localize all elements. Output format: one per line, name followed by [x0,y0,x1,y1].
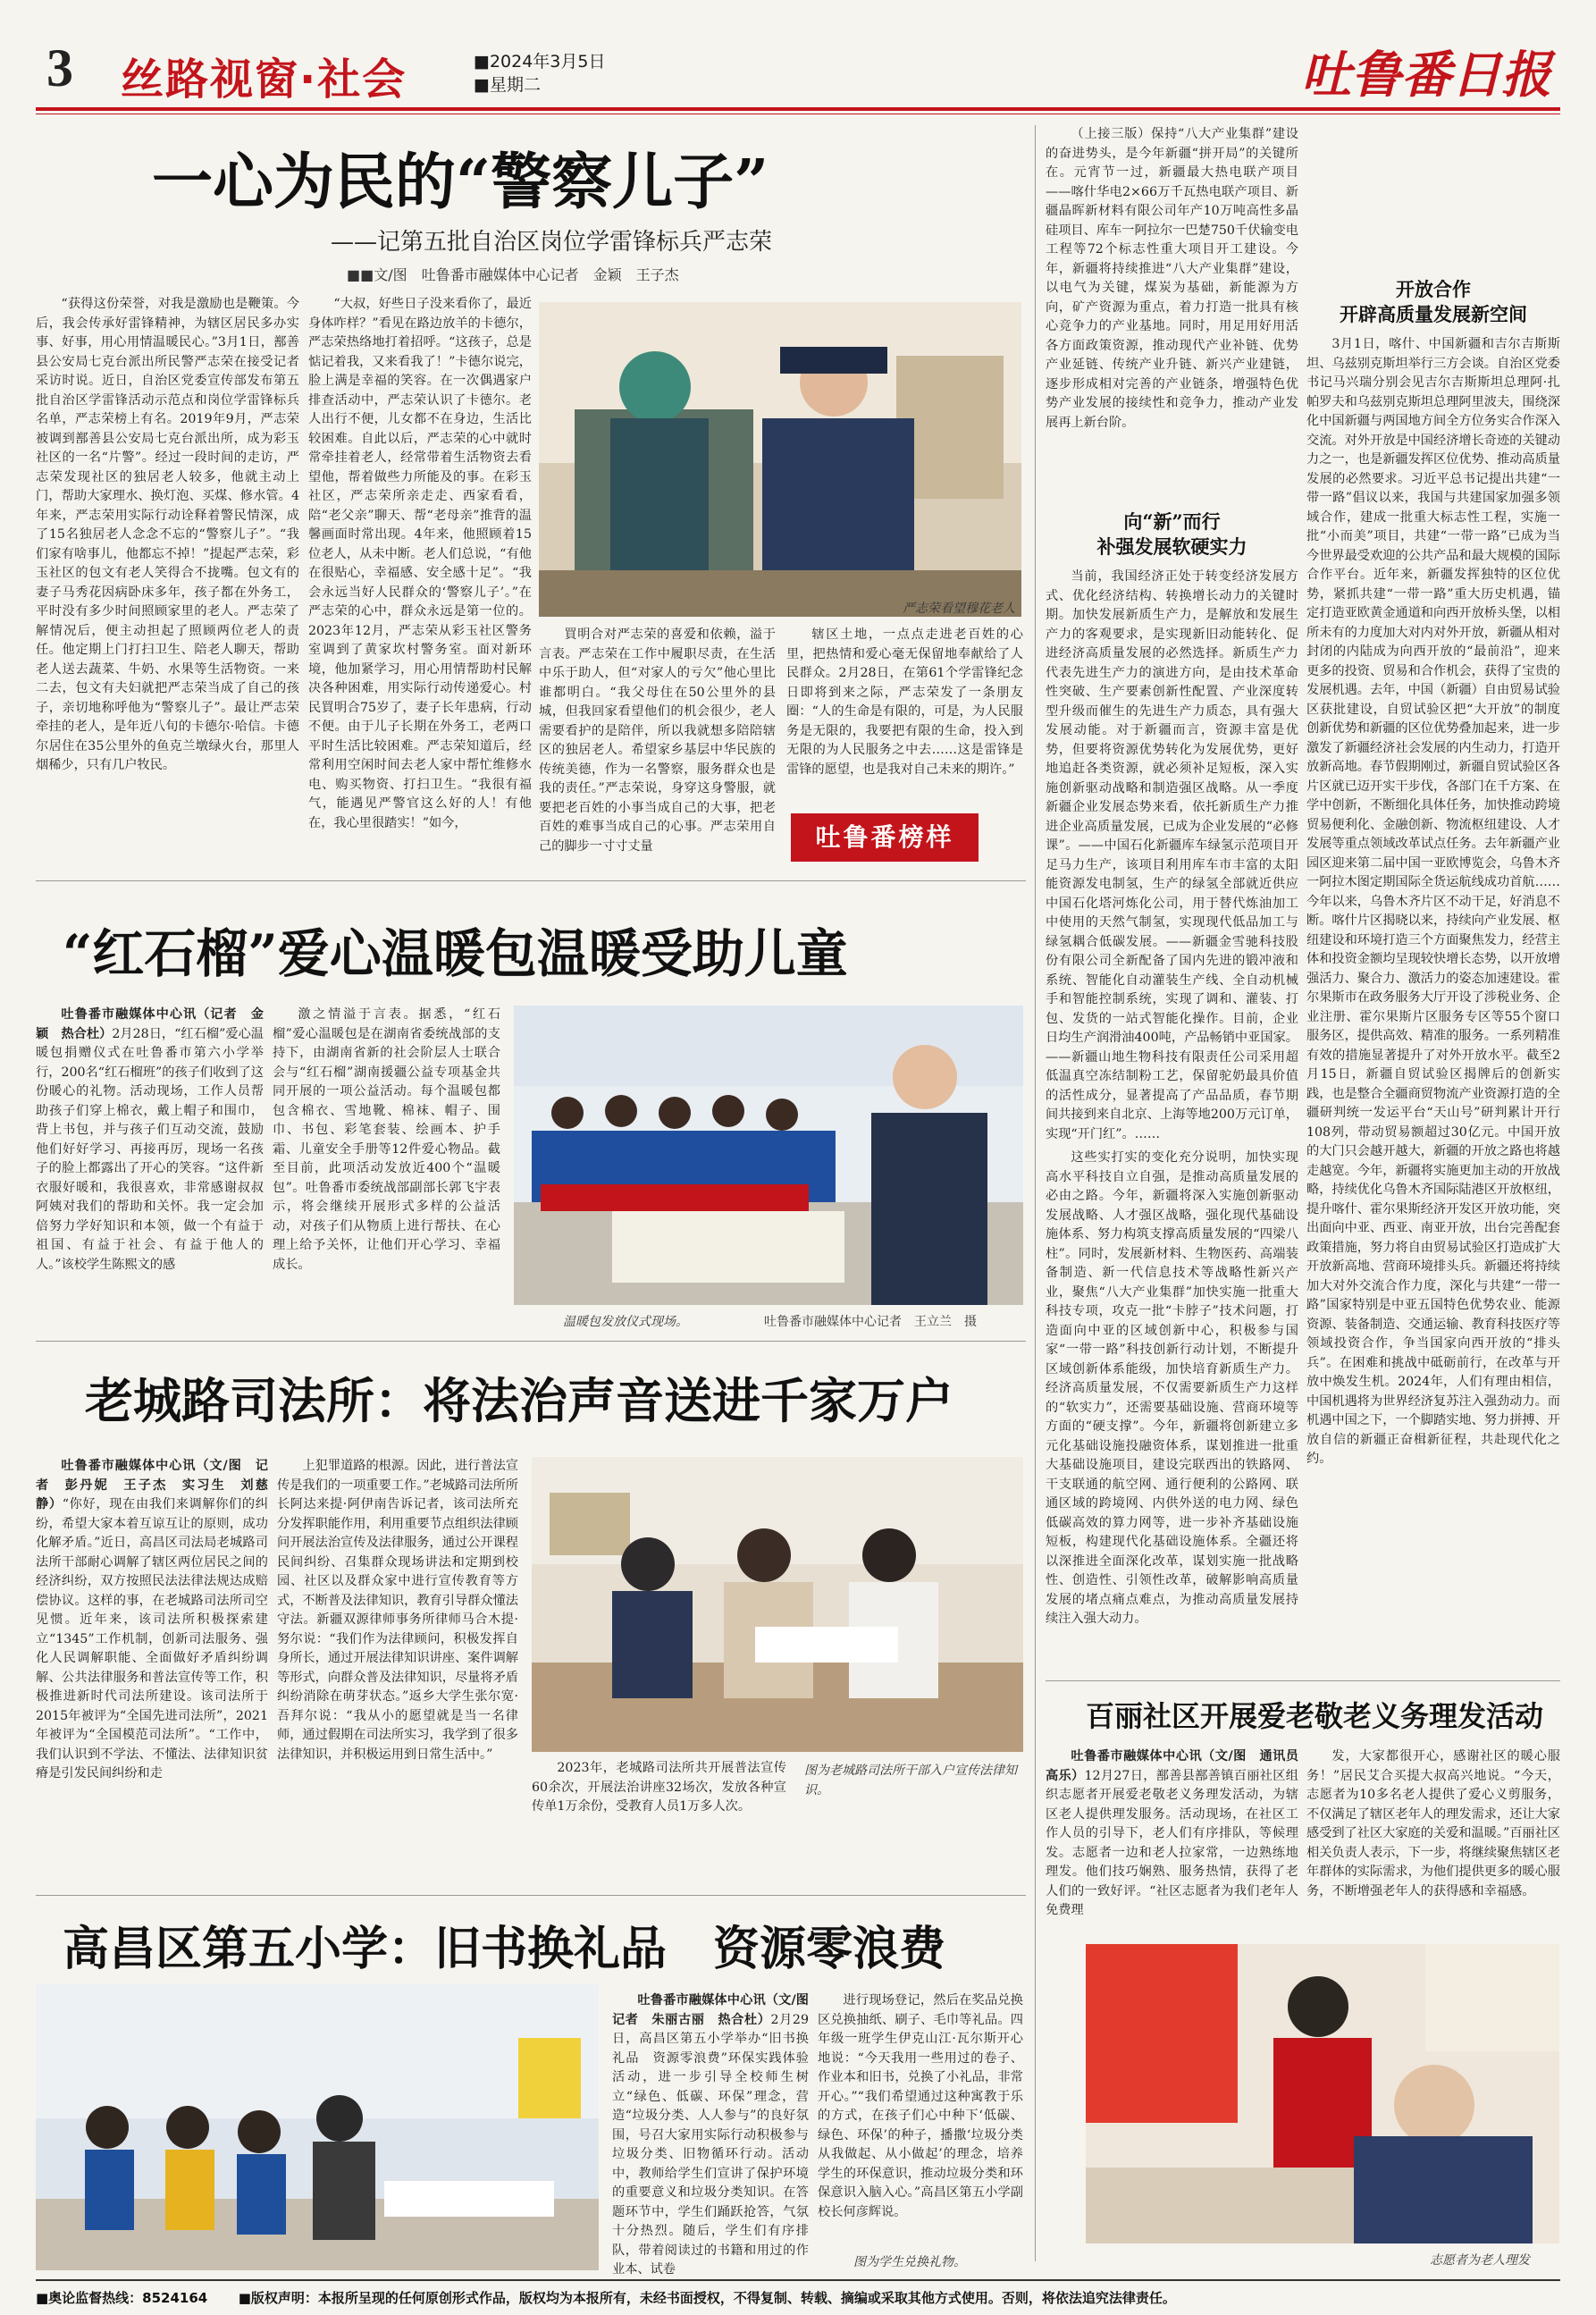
section-divider [36,1895,1026,1896]
article6-column-2: 发，大家都很开心，感谢社区的暖心服务！”居民艾合买提大叔高兴地说。“今天，志愿者为10多名老人提供了爱心义剪服务，不仅满足了辖区老年人的理发需求，还让大家感受到了社区大家庭的关爱和温暖。”百丽社区相关负责人表示，下一步，将继续聚焦辖区老年群体的实际需求，为他们提供更多的暖心服务，不断增强老年人的获得感和幸福感。 [1306,1749,1560,1898]
article1-column-1: “获得这份荣誉，对我是激励也是鞭策。今后，我会传承好雷锋精神，为辖区居民多办实事、好事，用心用情温暖民心。”3月1日，鄯善县公安局七克台派出所民警严志荣在接受记者采访时说。近日，自治区党委宣传部发布第五批自治区学雷锋活动示范点和岗位学雷锋标兵名单，严志荣榜上有名。2019年9月，严志荣被调到鄯善县公安局七克台派出所，成为彩玉社区的一名“片警”。经过一段时间的走访，严志荣发现社区的独居老人较多，他就主动上门，帮助大家理水、换灯泡、买煤、修水管。4年来，严志荣用实际行动诠释着警民情深，成了15名独居老人念念不忘的“警察儿子”。“我们家有啥事儿，他都忘不掉！”提起严志荣，彩玉社区的包文有老人笑得合不拢嘴。包文有的妻子马秀花因病卧床多年，孩子都在外务工，平时没有多少时间照顾家里的老人。严志荣了解情况后，便主动担起了照顾两位老人的责任。他定期上门打扫卫生、陪老人聊天，帮助老人送去蔬菜、牛奶、水果等生活物资。一来二去，包文有夫妇就把严志荣当成了自己的孩子，亲切地称呼他为“警察儿子”。最让严志荣牵挂的老人，是年近八旬的卡德尔·哈信。卡德尔居住在35公里外的鱼克兰墩绿火台，那里人烟稀少，只有几户牧民。 [36,297,299,772]
article2-column-2: 激之情溢于言表。据悉，“红石榴”爱心温暖包是在湖南省委统战部的支持下，由湖南省新的社会阶层人士联合会与“红石榴”湖南援疆公益专项基金共同开展的一项公益活动。每个温暖包都包含棉衣、雪地靴、棉袜、帽子、围巾、书包、彩笔套装、绘画本、护手霜、儿童安全手册等12件爱心物品。截至目前，此项活动发放近400个“温暖包”。吐鲁番市委统战部副部长郭飞宇表示，将会继续开展形式多样的公益活动，对孩子们从物质上进行帮扶、在心理上给予关怀，让他们开心学习、幸福成长。 [273,1007,500,1272]
article1-column-2: “大叔，好些日子没来看你了，最近身体咋样？”看见在路边放羊的卡德尔，严志荣热络地打着招呼。“这孩子，总是惦记着我，又来看我了！”卡德尔说完，脸上满是幸福的笑容。在一次偶遇家户排查活动中，严志荣认识了卡德尔。老人出行不便，儿女都不在身边，生活比较困难。自此以后，严志荣的心中就时常牵挂着老人，经常带着生活物资去看望他，帮着做些力所能及的事。在彩玉社区，严志荣所亲走走、西家看看，陪“老父亲”聊天、帮“老母亲”推背的温馨画面时常出现。4年来，他照顾着15位老人，从未中断。老人们总说，“有他在很贴心，幸福感、安全感十足”。“我会永远当好人民群众的‘警察儿子’。”在严志荣的心中，群众永远是第一位的。2023年12月，严志荣从彩玉社区警务室调到了黄家坎村警务室。面对新环境，他加紧学习，用心用情帮助村民解决各种困难，用实际行动传递爱心。村民買明合75岁了，妻子长年患病，行动不便。由于儿子长期在外务工，老两口平时生活比较困难。严志荣知道后，经常利用空闲时间去老人家中帮忙维修水电、购买物资、打扫卫生。“我很有福气，能遇见严警官这么好的人！有他在，我心里很踏实！”如今， [308,297,532,830]
newspaper-logo: 吐鲁番日报 [1301,46,1551,105]
article5-subhead-1: 向“新”而行 补强发展软硬实力 [1096,510,1247,558]
issue-date: ■2024年3月5日 [474,52,606,72]
article2-photo-caption: 温暖包发放仪式现场。 [563,1315,688,1329]
issue-weekday: ■星期二 [474,75,541,95]
article6-title: 百丽社区开展爱老敬老义务理发活动 [1086,1699,1544,1733]
article1-column-4: 辖区土地，一点点走进老百姓的心里，把热情和爱心毫无保留地奉献给了人民群众。2月28日，在第61个学雷锋纪念日即将到来之际，严志荣发了一条朋友圈：“人的生命是有限的，可是，为人民服务是无限的，我要把有限的生命，投入到无限的为人民服务之中去……这是雷锋是雷锋的愿望，也是我对自己未来的期许。” [786,627,1023,777]
column-divider [1035,125,1036,2261]
article5-column-2c [1306,125,1560,273]
article6-byline: 吐鲁番市融媒体中心讯（文/图 通讯员 高乐） [1046,1749,1312,1783]
article2-photo-credit: 吐鲁番市融媒体中心记者 王立兰 摄 [764,1315,977,1329]
article5-column-2: 当前，我国经济正处于转变经济发展方式、优化经济结构、转换增长动力的关键时期。加快发展新质生产力，是解放和发展生产力的客观要求，是实现新旧动能转化、促进经济高质量发展的必然选择。新质生产力代表先进生产力的演进方向，是由技术革命性突破、生产要素创新性配置、产业深度转型升级而催生的先进生产力质态，具有强大发展动能。对于新疆而言，资源丰富是优势，但要将资源优势转化为发展优势，更好地追赶各类资源，就必须补足短板，深入实施创新驱动战略和制造强区战略。从一季度新疆企业发展态势来看，依托新质生产力推进企业高质量发展，已成为企业发展的“必修课”。——中国石化新疆库车绿氢示范项目开足马力生产，该项目利用库车市丰富的太阳能资源发电制氢，生产的绿氢全部就近供应中国石化塔河炼化公司，用于替代炼油加工中使用的天然气制氢，实现现代低品加工与绿氢耦合低碳发展。——新疆金雪驰科技股份有限公司全新配备了国内先进的锻冲液和系统、智能化自动灌装生产线、全自动机械手和智能控制系统，实现了调和、灌装、打包、发货的一站式智能化操作。目前，企业日均生产润滑油400吨，产品畅销中亚国家。——新疆山地生物科技有限责任公司采用超低温真空冻结制粉工艺，保留驼奶最具价值的活性成分，显著提高了产品品质，春节期间共接到来自北京、上海等地200万元订单，实现“开门红”。…… [1046,569,1298,1141]
section-title: 丝路视窗·社会 [121,55,407,105]
article5-subhead-2: 开放合作 开辟高质量发展新空间 [1340,278,1527,325]
article5-column-1: （上接三版）保持“八大产业集群”建设的奋进势头，是今年新疆“拼开局”的关键所在。元宵节一过，新疆最大热电联产项目——喀什华电2×66万千瓦热电联产项目、新疆晶晖新材料有限公司年产10万吨高性多晶硅项目、库车一阿拉尔一巴楚750千伏输变电工程等72个标志性重大项目开工建设。今年，新疆将持续推进“八大产业集群”建设，以电气为关键，煤炭为基础，新能源为方向，矿产资源为重点，着力打造一批具有核心竞争力的产业基地。同时，用足用好用活各方面政策资源，推动现代产业补链、优势产业延链、传统产业升链、新兴产业建链，逐步形成相对完善的产业链条，增强特色优势产业发展的接续性和竞争力，推动产业发展再上新台阶。 [1046,127,1298,430]
issue-date-block [474,50,605,97]
article1-title: 一心为民的“警察儿子” [152,147,769,218]
article4-column-1: 吐鲁番市融媒体中心讯（文/图 记者 朱丽古丽 热合杜）2月29日，高昌区第五小学举办“旧书换礼品 资源零浪费”环保实践体验活动，进一步引导全校师生树立“绿色、低碳、环保”理念，营造“垃圾分类、人人参与”的良好氛围，号召大家用实际行动积极参与垃圾分类、旧物循环行动。活动中，教师给学生们宣讲了保护环境的重要意义和垃圾分类知识。在答题环节中，学生们踊跃抢答，气氛十分热烈。随后，学生们有序排队，带着阅读过的书籍和用过的作业本、试卷 [612,1993,822,2277]
article3-photo-caption: 图为老城路司法所干部入户宣传法律知识。 [804,1764,1017,1797]
article1-byline: ■■文/图 吐鲁番市融媒体中心记者 金颖 王子杰 [347,266,679,283]
article5-column-2b: 这些实打实的变化充分说明，加快实现高水平科技自立自强，是推动高质量发展的必由之路。今年，新疆将深入实施创新驱动发展战略、人才强区战略，强化现代基础设施体系、努力构筑支撑高质量发展的“四梁八柱”。同时，发展新材料、生物医药、高端装备制造、新一代信息技术等战略性新兴产业，聚焦“八大产业集群”加快实施一批重大科技专项，攻克一批“卡脖子”技术问题，打造面向中亚的区域创新中心，积极参与国家“一带一路”科技创新行动计划，不断提升区域创新体系能级，加快培育新质生产力。经济高质量发展，不仅需要新质生产力这样的“软实力”，还需要基础设施、营商环境等方面的“硬支撑”。今年，新疆将创新建立多元化基础设施投融资体系，谋划推进一批重大基础设施项目，建设完联西出的铁路网、干支联通的航空网、通行便利的公路网、联通区域的跨境网、内供外送的电力网、绿色低碳高效的算力网等，进一步补齐基础设施短板，构建现代化基础设施体系。全疆还将以深推进全面深化改革，谋划实施一批战略性、创造性、引领性改革，破解影响高质量发展的堵点痛点难点，为推动高质量发展持续注入强大动力。 [1046,1150,1298,1626]
article3-column-1: 吐鲁番市融媒体中心讯（文/图 记者 彭丹妮 王子杰 实习生 刘慈静）“你好，现在由我们来调解你们的纠纷，希望大家本着互谅互让的原则，成功化解矛盾。”近日，高昌区司法局老城路司法所干部耐心调解了辖区两位居民之间的经济纠纷，双方按照民法法律法规达成赔偿协议。这样的事，在老城路司法所司空见惯。近年来，该司法所积极探索建立“1345”工作机制，创新司法服务、强化人民调解职能、全面做好矛盾纠纷调解、公共法律服务和普法宣传等工作，积极推进新时代司法所建设。该司法所于2015年被评为“全国先进司法所”，2021年被评为“全国模范司法所”。“工作中，我们认识到不学法、不懂法、法律知识贫瘠是引发民间纠纷和走 [36,1459,268,1780]
footer-hotline: ■奥论监督热线：8524164 [36,2290,208,2306]
page-footer [36,2279,1560,2307]
article3-column-3: 2023年，老城路司法所共开展普法宣传60余次，开展法治讲座32场次，发放各种宣传单1万余份，受教育人员1万多人次。 [532,1761,786,1814]
article6-column-1: 吐鲁番市融媒体中心讯（文/图 通讯员 高乐）12月27日，鄯善县鄯善镇百丽社区组织志愿者开展爱老敬老义务理发活动，为辖区老人提供理发服务。活动现场，在社区工作人员的引导下，老人们有序排队，等候理发。志愿者一边和老人拉家常，一边熟练地理发。他们技巧娴熟、服务热情，获得了老人们的一致好评。“社区志愿者为我们老年人免费理 [1046,1749,1312,1917]
article2-column-1: 吐鲁番市融媒体中心讯（记者 金颖 热合杜）2月28日，“红石榴”爱心温暖包捐赠仪式在吐鲁番市第六小学举行，200名“红石榴班”的孩子们收到了这份暖心的礼物。活动现场，工作人员帮助孩子们穿上棉衣，戴上帽子和围巾，背上书包，并与孩子们互动交流，鼓励他们好好学习、再接再厉，现场一名孩子的脸上都露出了开心的笑容。“这件新衣服好暖和，我很喜欢，非常感谢叔叔阿姨对我们的帮助和关怀。我一定会加倍努力学好知识和本领，做一个有益于祖国、有益于社会、有益于他人的人。”该校学生陈熙文的感 [36,1007,264,1272]
article4-byline: 吐鲁番市融媒体中心讯（文/图 记者 朱丽古丽 热合杜） [612,1993,822,2027]
article3-column-2: 上犯罪道路的根源。因此，进行普法宣传是我们的一项重要工作。”老城路司法所所长阿达来提·阿伊南告诉记者，该司法所充分发挥职能作用，利用重要节点组织法律顾问开展法治宣传及法律服务，通过公开课程民间纠纷、召集群众现场讲法和定期到校园、社区以及群众家中进行宣传教育等方式，不断普及法律知识，教育引导群众懂法守法。新疆双源律师事务所律师马合木提·努尔说：“我们作为法律顾问，积极发挥自身所长，通过开展法律知识讲座、案件调解等形式，向群众普及法律知识，尽量将矛盾纠纷消除在萌芽状态。”返乡大学生张尔宽·吾拜尔说：“我从小的愿望就是当一名律师，通过假期在司法所实习，我学到了很多法律知识，并积极运用到日常生活中。” [277,1459,518,1762]
article4-photo-caption: 图为学生兑换礼物。 [853,2255,966,2269]
article3-title: 老城路司法所：将法治声音送进千家万户 [85,1372,953,1429]
section-divider [36,880,1026,881]
page-number: 3 [46,38,73,97]
article3-photo [532,1457,1023,1752]
article6-photo [1086,1944,1559,2243]
article3-byline: 吐鲁番市融媒体中心讯（文/图 记者 彭丹妮 王子杰 实习生 刘慈静） [36,1459,268,1511]
footer-copyright-notice: ■版权声明：本报所呈现的任何原创形式作品，版权均为本报所有，未经书面授权，不得复制、转载、摘编或采取其他方式使用。否则，将依法追究法律责任。 [238,2290,1176,2306]
article6-photo-caption: 志愿者为老人理发 [1430,2253,1530,2268]
article2-byline: 吐鲁番市融媒体中心讯（记者 金颖 热合杜） [36,1007,264,1041]
article4-title: 高昌区第五小学：旧书换礼品 资源零浪费 [63,1922,946,1976]
article4-column-2: 进行现场登记，然后在奖品兑换区兑换抽纸、刷子、毛巾等礼品。四年级一班学生伊克山江·瓦尔斯开心地说：“今天我用一些用过的卷子、作业本和旧书，兑换了小礼品，非常开心。”“我们希望通过这种寓教于乐的方式，在孩子们心中种下‘低碳、绿色、环保’的种子，播撒‘垃圾分类从我做起、从小做起’的理念，培养学生的环保意识，推动垃圾分类和环保意识入脑入心。”高昌区第五小学副校长何彦辉说。 [818,1993,1023,2219]
article2-photo [514,1006,1023,1305]
column-badge: 吐鲁番榜样 [791,813,979,862]
article4-photo [36,1984,599,2270]
article2-title: “红石榴”爱心温暖包温暖受助儿童 [63,923,848,984]
masthead-rule [36,107,1560,111]
section-divider [36,1341,1026,1342]
article1-subtitle: ——记第五批自治区岗位学雷锋标兵严志荣 [331,229,773,256]
article1-photo [539,302,1021,617]
section-divider [1046,1680,1560,1681]
article5-column-3: 3月1日，喀什、中国新疆和吉尔吉斯斯坦、乌兹别克斯坦举行三方会谈。自治区党委书记马兴瑞分别会见吉尔吉斯斯坦总理阿·扎帕罗夫和乌兹别克斯坦总理阿里波夫，围绕深化中国新疆与两国地方间全方位务实合作深入交流。对外开放是中国经济增长奇迹的关键动力之一，也是新疆发挥区位优势、推动高质量发展的必然要求。习近平总书记提出共建“一带一路”倡议以来，我国与共建国家加强多领域合作，建成一批重大标志性工程，实施一批“小而美”项目，共建“一带一路”已成为当今世界最受欢迎的公共产品和最大规模的国际合作平台。近年来，新疆发挥独特的区位优势，紧抓共建“一带一路”重大历史机遇，锚定打造亚欧黄金通道和向西开放桥头堡，以相所未有的力度加大对内对外开放，新疆从相对封闭的内陆成为向西开放的“最前沿”，迎来更多的投资、贸易和合作机会，获得了宝贵的发展机遇。去年，中国（新疆）自由贸易试验区获批建设，自贸试验区把“大开放”的制度创新优势和新疆的区位优势叠加起来，进一步激发了新疆经济社会发展的内生动力，打造开放新高地。春节假期刚过，新疆自贸试验区各片区就已迈开实干步伐，各部门在千方案、在学中创新，不断细化具体任务，加快推动跨境贸易便利化、金融创新、物流枢纽建设、人才发展等重点领域改革试点任务。去年新疆产业园区迎来第二届中国一亚欧博览会，乌鲁木齐一阿拉木图定期国际全货运航线成功首航……今年以来，乌鲁木齐片区不动干足，好消息不断。喀什片区揭晓以来，持续向产业发展、枢纽建设和环境打造三个方面聚焦发力，经营主体和投资金额均呈现较快增长态势，以开放增强活力、聚合力、激活力的姿态加速建设。霍尔果斯市在政务服务大厅开设了涉税业务、企业注册、霍尔果斯片区服务专区等55个窗口服务区，提供高效、精准的服务。一系列精准有效的措施显著提升了对外开放水平。截至2月15日，新疆自贸试验区揭牌后的创新实践，也是整合全疆商贸物流产业资源打造的全疆研判统一发运平台“天山号”研判累计开行108列，带动贸易额超过30亿元。中国开放的大门只会越开越大，新疆的开放之路也将越走越宽。今年，新疆将实施更加主动的开放战略，持续优化乌鲁木齐国际陆港区开放枢纽，提升喀什、霍尔果斯经济开发区开放功能，突出面向中亚、西亚、南亚开放，出台完善配套政策措施，努力将自由贸易试验区打造成扩大开放新高地、营商环境排头兵。新疆还将持续加大对外交流合作力度，深化与共建“一带一路”国家特别是中亚五国特色优势农业、能源资源、装备制造、交通运输、教育科技医疗等领域投资合作，争当国家向西开放的“排头兵”。在困难和挑战中砥砺前行，在改革与开放中焕发生机。2024年，人们有理由相信，中国机遇将为世界经济复苏注入强劲动力。而机遇中国之下，一个脚踏实地、努力拼搏、开放自信的新疆正奋楫新征程，共赴现代化之约。 [1306,337,1560,1466]
article1-column-3: 買明合对严志荣的喜爱和依赖，溢于言表。严志荣在工作中履职尽责，在生活中乐于助人，但“对家人的亏欠”他心里比谁都明白。“我父母住在50公里外的县城，但我回家看望他们的机会很少，老人需要看护的是陪伴，所以我就想多陪陪辖区的独居老人。希望家乡基层中华民族的传统美德，作为一名警察，服务群众也是我的责任。”严志荣说，身穿这身警服，就要把老百姓的小事当成自己的大事，把老百姓的难事当成自己的心事。严志荣用自己的脚步一寸寸丈量 [539,627,776,854]
article1-photo-caption: 严志荣看望穆花老人 [903,602,1015,616]
